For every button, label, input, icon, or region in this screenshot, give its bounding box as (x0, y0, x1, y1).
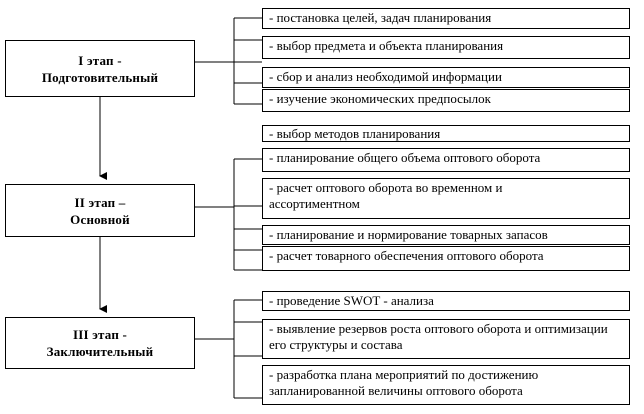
stage-3-item: - выявление резервов роста оптового оборота и оптимизации его структуры и состава (262, 319, 630, 359)
stage-1-item: - выбор предмета и объекта планирования (262, 36, 630, 59)
stage-2-item: - выбор методов планирования (262, 125, 630, 142)
stage-1-item: - постановка целей, задач планирования (262, 8, 630, 29)
stage-3-subtitle: Заключительный (46, 344, 154, 359)
stage-1-item: - изучение экономических предпосылок (262, 89, 630, 112)
stage-1-subtitle: Подготовительный (41, 69, 159, 85)
stage-1-box (5, 40, 195, 97)
stage-1-title: I этап - (78, 52, 122, 68)
stage-1-item: - сбор и анализ необходимой информации (262, 67, 630, 88)
stage-3-title: III этап - (73, 327, 127, 342)
stage-2-subtitle: Основной (70, 211, 130, 227)
stage-2-item: - расчет товарного обеспечения оптового оборота (262, 246, 630, 271)
stage-2-box (5, 184, 195, 237)
stage-2-title: II этап – (74, 194, 126, 210)
stage-3-item: - проведение SWOT - анализа (262, 291, 630, 311)
stage-2-item: - планирование общего объема оптового оборота (262, 148, 630, 172)
stage-2-item: - расчет оптового оборота во временном и ассортиментном (262, 178, 630, 219)
stage-2-item: - планирование и нормирование товарных запасов (262, 225, 630, 245)
stage-3-item: - разработка плана мероприятий по достижению запланированной величины оптового оборота (262, 365, 630, 405)
stage-3-box (5, 317, 195, 369)
